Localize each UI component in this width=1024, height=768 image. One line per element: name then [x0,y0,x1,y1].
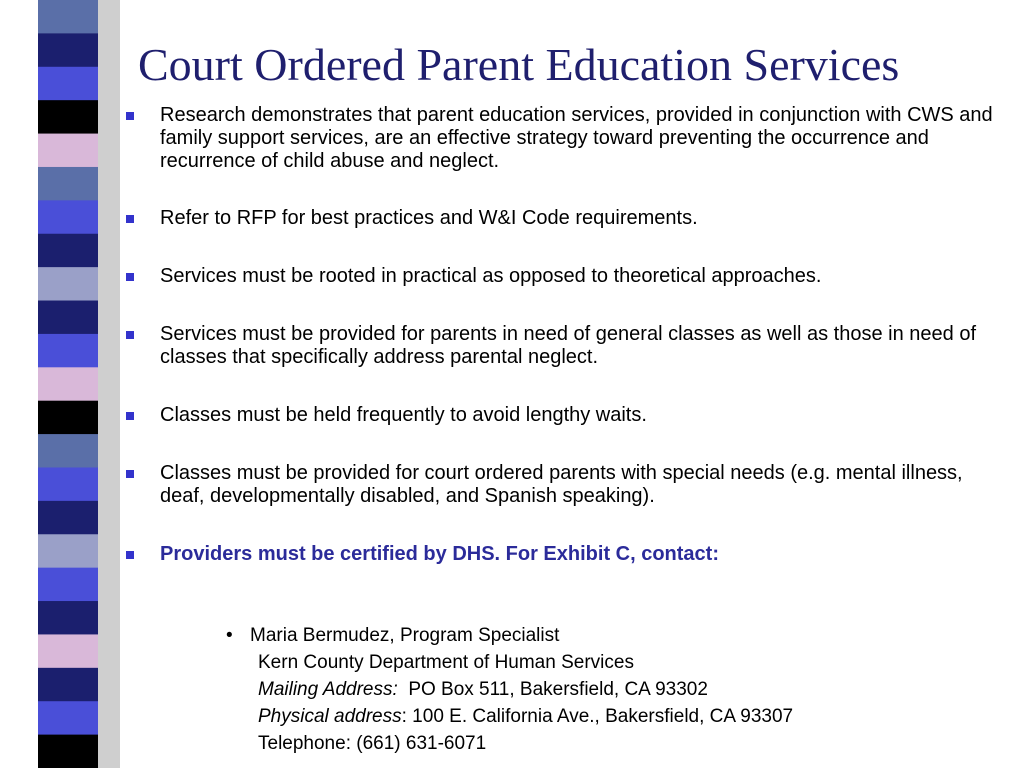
contact-block [226,622,793,757]
stripe-segment [38,100,98,134]
physical-label: Physical address [258,706,402,727]
bullet-item-special-needs [122,462,1002,508]
stripe-segment [38,167,98,201]
stripe-segment [38,534,98,568]
bullet-item-general-classes [122,323,1002,369]
bullet-item-research [122,104,1002,173]
slide-title: Court Ordered Parent Education Services [138,39,900,90]
stripe-graphic [0,0,120,768]
stripe-segment [38,701,98,735]
bullet-text: Refer to RFP for best practices and W&I Code requirements. [160,207,698,229]
square-bullet-icon [126,215,134,223]
square-bullet-icon [126,331,134,339]
contact-name-line [226,622,793,649]
bullet-item-providers [122,543,1002,566]
bullet-text: Services must be rooted in practical as opposed to theoretical approaches. [160,265,822,287]
bullet-text: Classes must be held frequently to avoid lengthy waits. [160,404,647,426]
stripe-segment [38,668,98,702]
bullet-item-rfp [122,207,1002,230]
bullet-item-frequency [122,404,1002,427]
stripe-segment [38,334,98,368]
square-bullet-icon [126,551,134,559]
stripe-segment [38,67,98,101]
bullet-text: Providers must be certified by DHS. For Exhibit C, contact: [160,543,719,565]
mailing-label: Mailing Address: [258,679,398,700]
bullet-item-practical [122,265,1002,288]
stripe-segment [38,33,98,67]
stripe-segment [38,568,98,602]
physical-value: : 100 E. California Ave., Bakersfield, CA 93307 [401,706,794,727]
stripe-segment [38,367,98,401]
stripe-shadow [98,0,120,768]
stripe-segment [38,434,98,468]
stripe-segment [38,401,98,435]
contact-mailing-line [226,676,793,703]
bullet-text: Classes must be provided for court ordered parents with special needs (e.g. mental illness, deaf, developmentally disabled, and Spanish speaking). [160,462,963,507]
stripe-segment [38,234,98,268]
contact-telephone: Telephone: (661) 631-6071 [258,733,487,754]
stripe-segment [38,601,98,635]
square-bullet-icon [126,470,134,478]
stripe-segment [38,501,98,535]
contact-physical-line [226,703,793,730]
bullet-text: Research demonstrates that parent education services, provided in conjunction with CWS and family support services, are an effective strategy toward preventing the occurrence and recurrence of child abuse and neglect. [160,104,993,172]
round-bullet-icon: • [226,625,233,646]
stripe-segment [38,467,98,501]
square-bullet-icon [126,273,134,281]
stripe-segment [38,267,98,301]
stripe-segment [38,301,98,335]
contact-department: Kern County Department of Human Services [258,652,634,673]
stripe-segment [38,200,98,234]
square-bullet-icon [126,412,134,420]
bullet-text: Services must be provided for parents in need of general classes as well as those in need of classes that specifically address parental neglect. [160,323,977,368]
contact-name: Maria Bermudez, Program Specialist [250,625,560,646]
stripe-segment [38,634,98,668]
stripe-segment [38,735,98,768]
stripe-segment [38,134,98,168]
decorative-stripe-bar [0,0,120,768]
bullet-list [122,104,1002,566]
stripe-segment [38,0,98,34]
mailing-value: PO Box 511, Bakersfield, CA 93302 [408,679,708,700]
square-bullet-icon [126,112,134,120]
